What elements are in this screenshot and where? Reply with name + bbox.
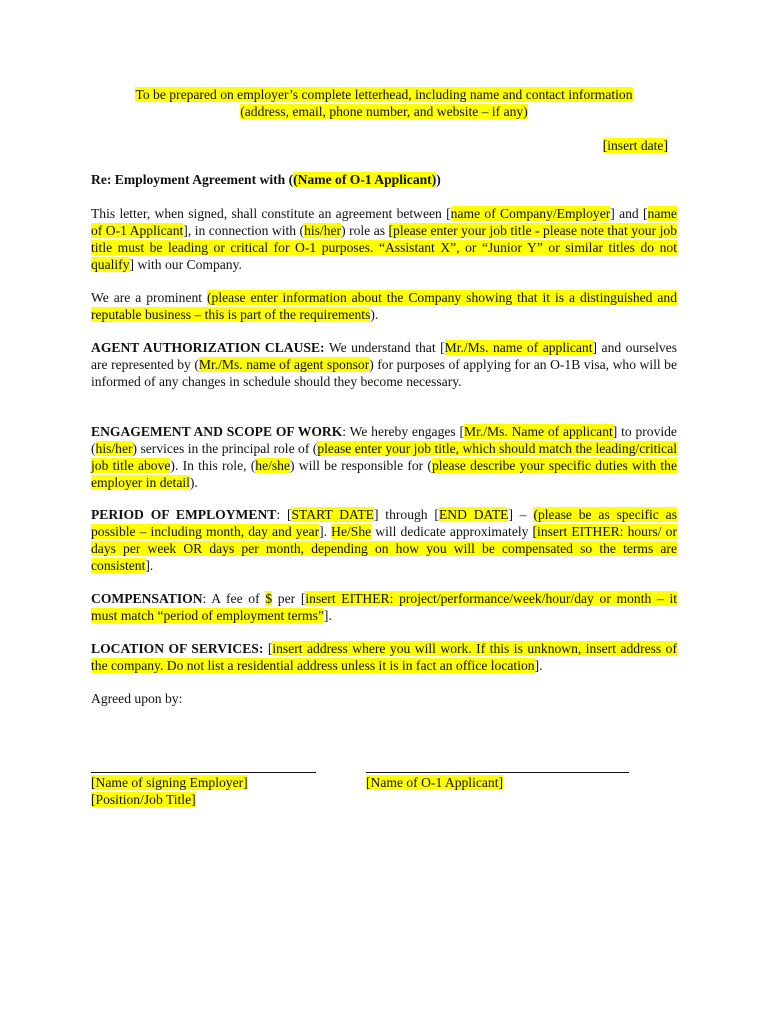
paragraph-compensation bbox=[91, 590, 677, 624]
employer-signature-line bbox=[91, 772, 316, 773]
p4-heading: ENGAGEMENT AND SCOPE OF WORK bbox=[91, 424, 343, 439]
p5-text-3: ] – bbox=[508, 507, 534, 522]
date-line bbox=[91, 137, 668, 154]
p1-highlight-pronoun: his/her bbox=[304, 223, 342, 238]
p5-highlight-hours: [insert EITHER: hours/ or days per week OR days per month, depending on how you will be compensated so the terms are consistent bbox=[91, 524, 677, 573]
paragraph-engagement bbox=[91, 423, 677, 491]
paragraph-agreement bbox=[91, 205, 677, 273]
p7-text-2: ]. bbox=[534, 658, 543, 673]
letterhead-line-1: To be prepared on employer’s complete letterhead, including name and contact information bbox=[135, 87, 633, 102]
paragraph-agent-authorization bbox=[91, 339, 677, 390]
p5-highlight-end-date: END DATE bbox=[438, 507, 509, 522]
p4-text-6: ). bbox=[189, 475, 198, 490]
p4-text-5: ) will be responsible for ( bbox=[290, 458, 432, 473]
date-placeholder: [insert date] bbox=[602, 138, 668, 153]
p3-text-2: ] and ourselves are represented by ( bbox=[91, 340, 677, 372]
p4-text-3: ) services in the principal role of ( bbox=[132, 441, 318, 456]
p6-text-2: per [ bbox=[272, 591, 306, 606]
subject-prefix: Re: Employment Agreement with bbox=[91, 172, 289, 187]
p1-highlight-applicant: name of O-1 Applicant bbox=[91, 206, 677, 238]
p3-text-1: We understand that [ bbox=[324, 340, 445, 355]
p5-highlight-he-she: He/She bbox=[331, 524, 372, 539]
p5-text-2: ] through [ bbox=[373, 507, 439, 522]
letterhead-line-2: (address, email, phone number, and website – if any) bbox=[240, 104, 528, 119]
p5-highlight-start-date: START DATE bbox=[291, 507, 374, 522]
p6-heading: COMPENSATION bbox=[91, 591, 203, 606]
letterhead-instruction bbox=[90, 86, 678, 120]
p6-text-3: ]. bbox=[323, 608, 332, 623]
employer-signature-block bbox=[91, 774, 248, 808]
subject-line bbox=[91, 171, 677, 188]
employer-name-placeholder: [Name of signing Employer] bbox=[91, 775, 248, 790]
p3-text-3: ) for purposes of applying for an O-1B visa, who will be informed of any changes in schedule should they become necessary. bbox=[91, 357, 677, 389]
p6-highlight-dollar: $ bbox=[265, 591, 273, 606]
p3-highlight-agent: Mr./Ms. name of agent sponsor bbox=[198, 357, 370, 372]
p5-text-1: : [ bbox=[276, 507, 292, 522]
agreed-upon-label: Agreed upon by: bbox=[91, 691, 183, 706]
p2-text-2: ). bbox=[370, 307, 379, 322]
p2-highlight-company-info: (please enter information about the Company showing that it is a distinguished and reputable business – this is part of the requirements bbox=[91, 290, 678, 322]
p7-text-1: [ bbox=[263, 641, 273, 656]
paragraph-company bbox=[91, 289, 677, 323]
employer-position-placeholder: [Position/Job Title] bbox=[91, 792, 196, 807]
p1-text-4: ) role as bbox=[341, 223, 389, 238]
p1-text-2: ] and [ bbox=[610, 206, 648, 221]
applicant-signature-block bbox=[366, 774, 503, 791]
p4-highlight-job-title: please enter your job title, which should match the leading/critical job title above bbox=[91, 441, 677, 473]
p4-text-2: ] to provide ( bbox=[91, 424, 677, 456]
subject-name-highlight: (Name of O-1 Applicant) bbox=[293, 172, 437, 187]
p3-heading: AGENT AUTHORIZATION CLAUSE: bbox=[91, 340, 325, 355]
p7-highlight-address: insert address where you will work. If this is unknown, insert address of the company. Do not list a residential address unless it is in fact an office location bbox=[91, 641, 677, 673]
p4-highlight-pronoun: his/her bbox=[95, 441, 133, 456]
p4-text-4: ). In this role, ( bbox=[170, 458, 256, 473]
applicant-name-placeholder: [Name of O-1 Applicant] bbox=[366, 775, 504, 790]
p1-text-3: ], in connection with ( bbox=[183, 223, 305, 238]
p7-heading: LOCATION OF SERVICES: bbox=[91, 641, 264, 656]
subject-applicant-name: ((Name of O-1 Applicant)) bbox=[288, 172, 441, 187]
applicant-signature-line bbox=[366, 772, 629, 773]
p5-text-6: ]. bbox=[145, 558, 154, 573]
p5-highlight-specific: (please be as specific as possible – including month, day and year bbox=[91, 507, 677, 539]
p5-text-5: will dedicate approximately bbox=[371, 524, 533, 539]
p2-text-1: We are a prominent bbox=[91, 290, 208, 305]
p6-highlight-fee-basis: insert EITHER: project/performance/week/hour/day or month – it must match “period of employment terms” bbox=[91, 591, 678, 623]
p4-highlight-applicant: Mr./Ms. Name of applicant bbox=[464, 424, 613, 439]
p4-text-1: : We hereby engages [ bbox=[342, 424, 465, 439]
paragraph-location bbox=[91, 640, 677, 674]
p1-highlight-company: name of Company/Employer bbox=[450, 206, 611, 221]
paragraph-period bbox=[91, 506, 677, 574]
p1-text-1: This letter, when signed, shall constitute an agreement between [ bbox=[91, 206, 451, 221]
p4-highlight-he-she: he/she bbox=[255, 458, 291, 473]
p4-highlight-duties: please describe your specific duties with the employer in detail bbox=[91, 458, 677, 490]
p5-text-4: ]. bbox=[319, 524, 332, 539]
p3-highlight-applicant: Mr./Ms. name of applicant bbox=[444, 340, 593, 355]
p1-text-5: ] with our Company. bbox=[129, 257, 242, 272]
p6-text-1: : A fee of bbox=[202, 591, 266, 606]
p1-highlight-job-title: [please enter your job title - please note that your job title must be leading or critical for O-1 purposes. “Assistant X”, or “Junior Y” or similar titles do not qualify bbox=[91, 223, 677, 272]
p5-heading: PERIOD OF EMPLOYMENT bbox=[91, 507, 277, 522]
